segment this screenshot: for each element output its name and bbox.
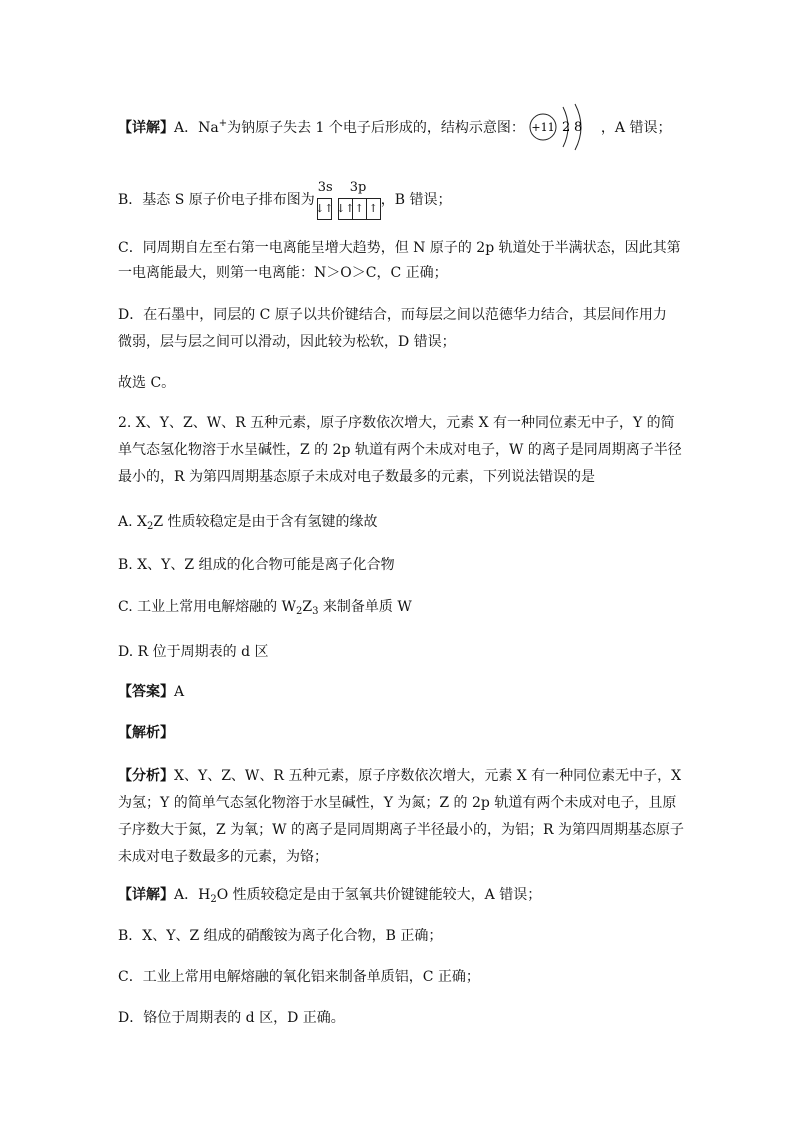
na-charge: + (218, 118, 228, 129)
xj-line-c: C．工业上常用电解熔融的氧化铝来制备单质铝，C 正确； (118, 969, 480, 985)
orbital-3s (315, 180, 334, 220)
atom-shell-1: 2 (561, 120, 571, 135)
option-c-pre: C. 工业上常用电解熔融的 W (118, 599, 296, 615)
fenxi-line-2: 为氢；Y 的简单气态氢化物溶于水呈碱性，Y 为氮；Z 的 2p 轨道有两个未成对电子，且原 (118, 795, 677, 811)
option-a-sub: 2 (146, 521, 154, 532)
question-2-line-3: 最小的，R 为第四周期基态原子未成对电子数最多的元素，下列说法错误的是 (118, 469, 595, 485)
detail-b-text: B．基态 S 原子价电子排布图为 (118, 192, 315, 208)
answer-label: 【答案】 (118, 684, 174, 700)
analysis-label: 【解析】 (118, 725, 174, 741)
detail-c-line-2: 一电离能最大，则第一电离能：N＞O＞C，C 正确； (118, 265, 448, 281)
detail-d-line-1: D．在石墨中，同层的 C 原子以共价键结合，而每层之间以范德华力结合，其层间作用力 (118, 307, 667, 323)
atom-shell-2: 8 (573, 120, 583, 135)
option-c-sub-2: 3 (312, 606, 319, 617)
orbital-3p-label: 3p (349, 180, 367, 195)
option-c-mid: Z (302, 599, 313, 615)
option-a (118, 512, 734, 532)
xj-a-post: O 性质较稳定是由于氢氧共价键键能较大，A 错误； (216, 887, 542, 903)
xj-label: 【详解】 (118, 887, 174, 903)
sodium-ion-structure-diagram (529, 116, 597, 138)
xj-a-pre: A．H (174, 887, 211, 903)
detail-b-text-2: ，B 错误； (380, 192, 452, 208)
detail-b-line (118, 180, 734, 220)
analysis-heading (118, 723, 734, 743)
xj-line-a (118, 885, 734, 905)
xj-line-d: D．铬位于周期表的 d 区，D 正确。 (118, 1010, 345, 1026)
option-b: B. X、Y、Z 组成的化合物可能是离子化合物 (118, 557, 395, 573)
detail-a-text-3: ，A 错误； (600, 120, 672, 136)
xj-a-sub: 2 (210, 894, 217, 905)
atom-nucleus-label: +11 (531, 121, 555, 134)
option-c (118, 597, 734, 617)
orbital-3p-box-2: ↑ (352, 199, 366, 219)
orbital-3s-box: ↓↑ (315, 202, 334, 215)
xj-line-b: B．X、Y、Z 组成的硝酸铵为离子化合物，B 正确； (118, 928, 443, 944)
option-c-sub-1: 2 (295, 606, 303, 617)
option-c-post: 来制备单质 W (318, 599, 412, 615)
detail-a-text: A．Na (174, 120, 219, 136)
answer-value: A (174, 684, 185, 700)
orbital-3p (336, 180, 381, 220)
fenxi-line-4: 未成对电子数最多的元素，为铬； (118, 849, 328, 865)
detail-d-line-2: 微弱，层与层之间可以滑动，因此较为松软，D 错误； (118, 334, 456, 350)
orbital-3p-box-3: ↑ (366, 199, 380, 219)
fenxi-text-1: X、Y、Z、W、R 五种元素，原子序数依次增大，元素 X 有一种同位素无中子，X (174, 768, 682, 784)
option-d: D. R 位于周期表的 d 区 (118, 644, 269, 660)
detail-a-text-2: 为钠原子失去 1 个电子后形成的，结构示意图： (227, 120, 525, 136)
detail-a-line (118, 116, 734, 138)
question-2-line-1: 2. X、Y、Z、W、R 五种元素，原子序数依次增大，元素 X 有一种同位素无中子，Y 的简 (118, 415, 675, 431)
fenxi-line-3: 子序数大于氮，Z 为氧；W 的离子是同周期离子半径最小的，为铝；R 为第四周期基态原子 (118, 822, 685, 838)
orbital-3p-box-1: ↓↑ (336, 202, 355, 215)
fenxi-label: 【分析】 (118, 768, 174, 784)
question-2-line-2: 单气态氢化物溶于水呈碱性，Z 的 2p 轨道有两个未成对电子，W 的离子是同周期离子半径 (118, 442, 682, 458)
fenxi-line-1 (118, 766, 734, 786)
option-a-pre: A. X (118, 514, 147, 530)
detail-label: 【详解】 (118, 120, 174, 136)
answer-line (118, 682, 734, 702)
orbital-3s-label: 3s (317, 180, 333, 195)
conclusion-line: 故选 C。 (118, 375, 176, 391)
option-a-post: Z 性质较稳定是由于含有氢键的缘故 (153, 514, 378, 530)
detail-c-line-1: C．同周期自左至右第一电离能呈增大趋势，但 N 原子的 2p 轨道处于半满状态，因此其第 (118, 240, 681, 256)
